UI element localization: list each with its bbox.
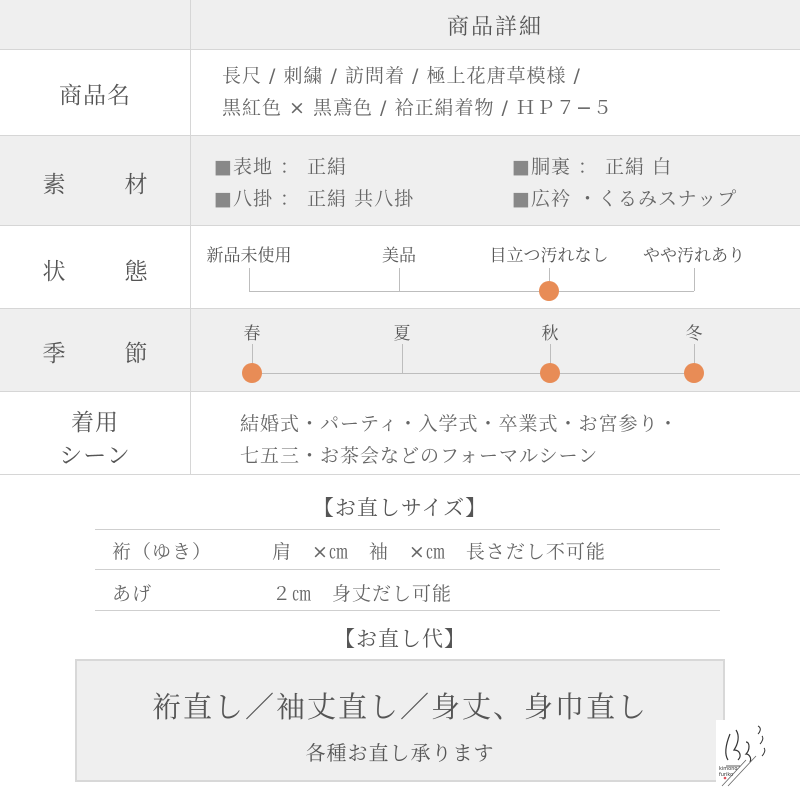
material-label: 素 材 [42,172,166,198]
season-selected-dot [684,363,704,383]
divider [0,225,800,226]
product-name-label: 商品名 [59,83,131,109]
square-bullet-icon: ■ [512,156,531,178]
age-value: ２㎝ 身丈だし可能 [272,583,453,605]
product-name-line2: 黒紅色 × 黒鳶色 / 袷正絹着物 / ＨＰ７−５ [222,97,613,119]
scene-line1: 結婚式・パーティ・入学式・卒業式・お宮参り・ [240,413,679,435]
table-line [95,610,720,611]
condition-option-label: やや汚れあり [643,246,745,266]
season-label: 季 節 [42,341,166,367]
alteration-fee-heading: 【お直し代】 [334,627,466,651]
table-line [95,569,720,570]
kimono-furiko-logo [716,720,780,792]
scene-label-line2: シーン [59,443,131,469]
condition-tick [694,268,695,291]
season-option-label: 夏 [393,324,411,344]
square-bullet-icon: ■ [512,188,531,210]
season-option-label: 春 [243,324,261,344]
condition-selected-dot [539,281,559,301]
condition-option-label: 目立つ汚れなし [489,246,609,266]
product-name-line1: 長尺 / 刺繍 / 訪問着 / 極上花唐草模様 / [222,65,581,87]
season-line [252,373,694,374]
season-option-label: 秋 [541,324,559,344]
divider [0,391,800,392]
column-divider [190,0,191,474]
alteration-fee-box [75,659,725,782]
divider [0,474,800,475]
square-bullet-icon: ■ [214,156,233,178]
logo-text: kimono furiko [719,766,738,778]
square-bullet-icon: ■ [214,188,233,210]
alteration-fee-subtitle: 各種お直し承ります [305,741,495,765]
material-item: ■胴裏 ： 正絹 白 [512,156,673,178]
condition-label: 状 態 [42,259,166,285]
yuki-value: 肩 ×㎝ 袖 ×㎝ 長さだし不可能 [272,541,606,563]
age-label: あげ [112,583,153,605]
season-selected-dot [540,363,560,383]
material-item: ■八掛 ： 正絹 共八掛 [214,188,415,210]
alteration-fee-title: 裄直し／袖丈直し／身丈、身巾直し [151,690,648,724]
season-option-label: 冬 [685,324,703,344]
condition-option-label: 美品 [382,246,416,266]
table-line [95,529,720,530]
divider [0,49,800,50]
material-item: ■広衿 ・くるみスナップ [512,188,738,210]
condition-tick [399,268,400,291]
season-selected-dot [242,363,262,383]
logo-mark-icon [716,720,780,792]
scene-label-line1: 着用 [71,410,119,436]
yuki-label: 裄（ゆき） [112,541,213,563]
condition-tick [249,268,250,291]
material-item: ■表地 ： 正絹 [214,156,348,178]
alteration-size-heading: 【お直しサイズ】 [312,496,488,520]
condition-line [249,291,694,292]
scene-line2: 七五三・お茶会などのフォーマルシーン [240,445,599,467]
page-title: 商品詳細 [446,15,543,40]
season-tick [402,344,403,373]
condition-option-label: 新品未使用 [206,246,292,266]
